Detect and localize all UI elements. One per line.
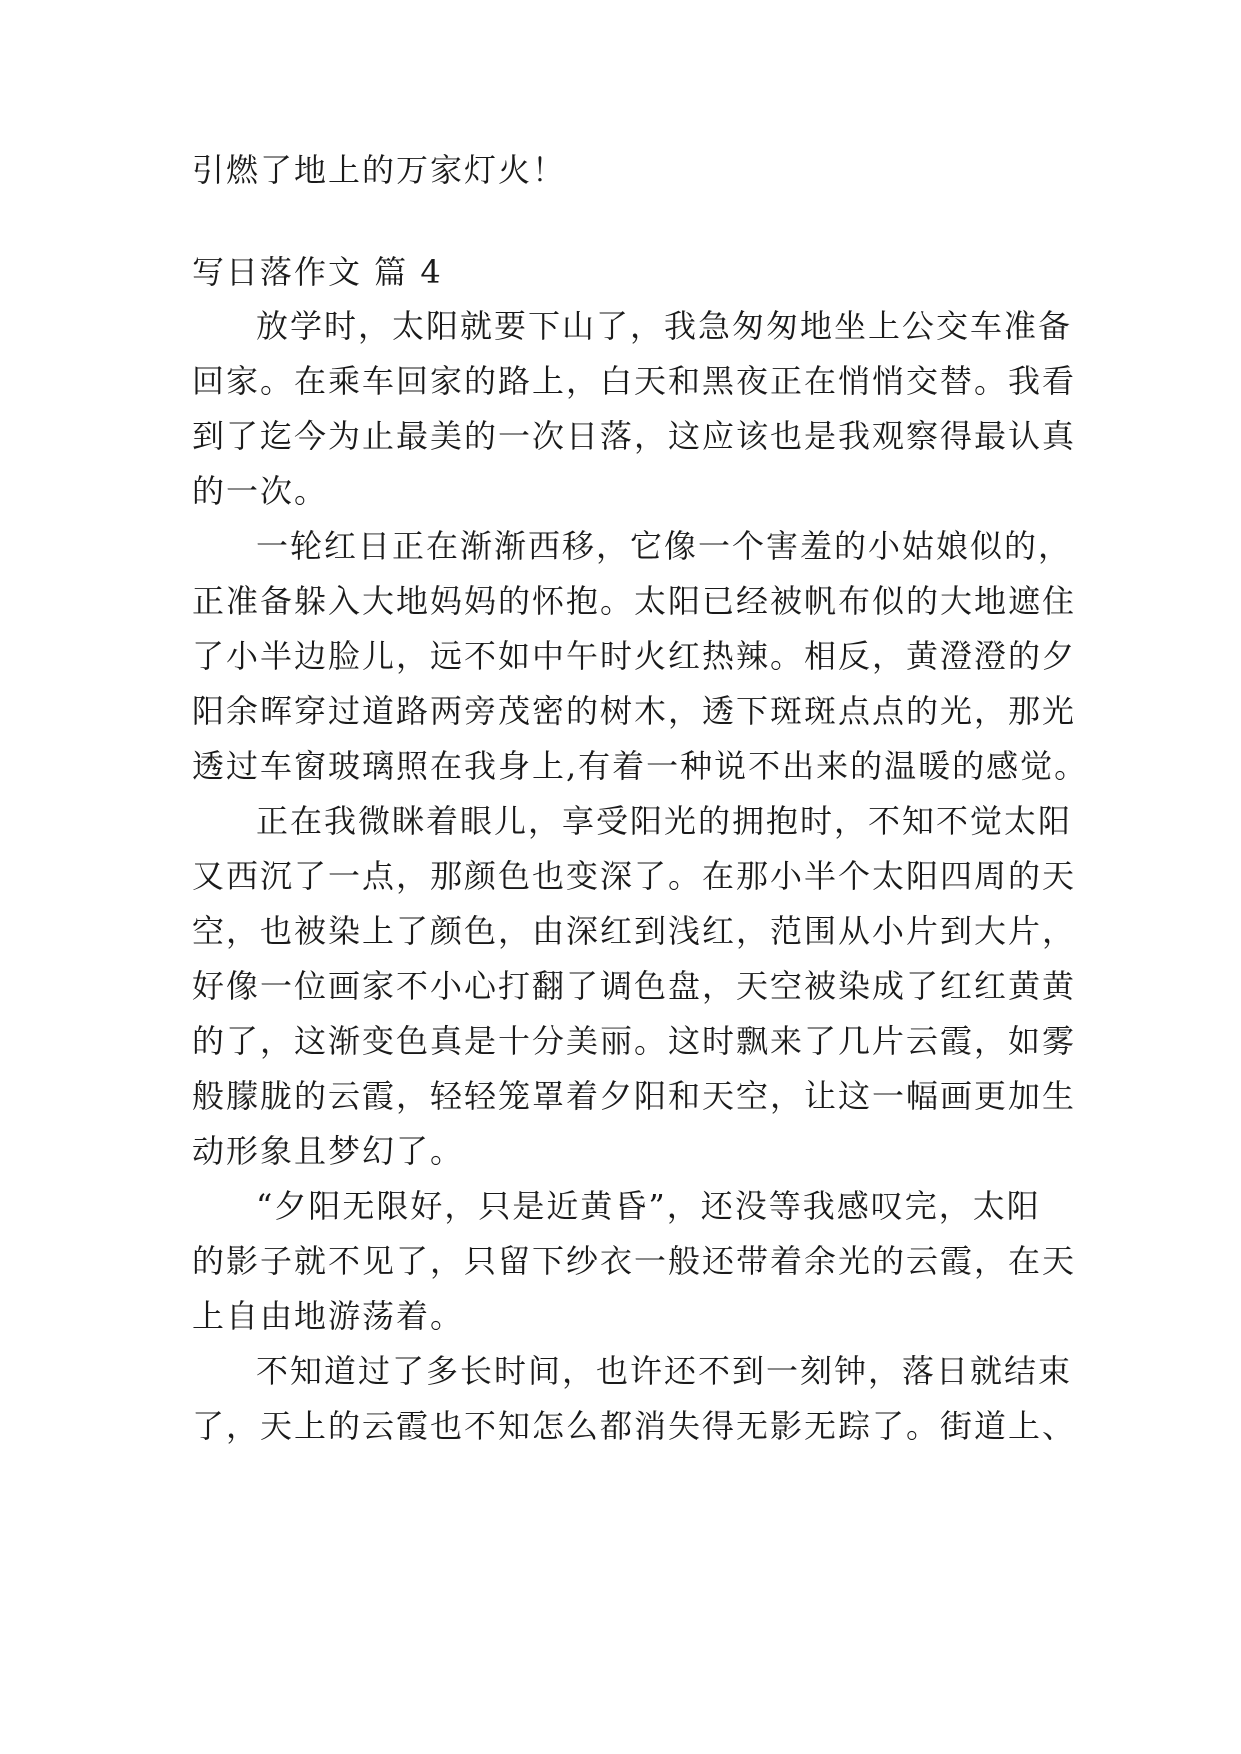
paragraph-3-line-7: 动形象且梦幻了。 <box>192 1132 465 1170</box>
paragraph-1-line-2: 回家。在乘车回家的路上，白天和黑夜正在悄悄交替。我看 <box>192 362 1077 400</box>
paragraph-2-line-4: 阳余晖穿过道路两旁茂密的树木，透下斑斑点点的光，那光 <box>192 692 1077 730</box>
paragraph-4-line-1: “夕阳无限好，只是近黄昏”，还没等我感叹完，太阳 <box>256 1187 1041 1225</box>
paragraph-2-line-3: 了小半边脸儿，远不如中午时火红热辣。相反，黄澄澄的夕 <box>192 637 1077 675</box>
paragraph-4-line-3: 上自由地游荡着。 <box>192 1297 465 1335</box>
paragraph-1-line-3: 到了迄今为止最美的一次日落，这应该也是我观察得最认真 <box>192 417 1077 455</box>
paragraph-3-line-4: 好像一位画家不小心打翻了调色盘，天空被染成了红红黄黄 <box>192 967 1077 1005</box>
text-line-closing: 引燃了地上的万家灯火！ <box>192 151 567 189</box>
paragraph-3-line-1: 正在我微眯着眼儿，享受阳光的拥抱时，不知不觉太阳 <box>256 802 1073 840</box>
paragraph-3-line-3: 空，也被染上了颜色，由深红到浅红，范围从小片到大片， <box>192 912 1077 950</box>
paragraph-3-line-2: 又西沉了一点，那颜色也变深了。在那小半个太阳四周的天 <box>192 857 1077 895</box>
paragraph-4-line-2: 的影子就不见了，只留下纱衣一般还带着余光的云霞，在天 <box>192 1242 1077 1280</box>
paragraph-2-line-5: 透过车窗玻璃照在我身上,有着一种说不出来的温暖的感觉。 <box>192 747 1089 785</box>
paragraph-3-line-6: 般朦胧的云霞，轻轻笼罩着夕阳和天空，让这一幅画更加生 <box>192 1077 1077 1115</box>
paragraph-5-line-1: 不知道过了多长时间，也许还不到一刻钟，落日就结束 <box>256 1352 1073 1390</box>
paragraph-1-line-1: 放学时，太阳就要下山了，我急匆匆地坐上公交车准备 <box>256 307 1073 345</box>
section-heading: 写日落作文 篇 4 <box>192 253 443 291</box>
paragraph-2-line-1: 一轮红日正在渐渐西移，它像一个害羞的小姑娘似的， <box>256 527 1073 565</box>
paragraph-2-line-2: 正准备躲入大地妈妈的怀抱。太阳已经被帆布似的大地遮住 <box>192 582 1077 620</box>
paragraph-1-line-4: 的一次。 <box>192 472 329 510</box>
paragraph-3-line-5: 的了，这渐变色真是十分美丽。这时飘来了几片云霞，如雾 <box>192 1022 1077 1060</box>
paragraph-5-line-2: 了，天上的云霞也不知怎么都消失得无影无踪了。街道上、 <box>192 1407 1077 1445</box>
